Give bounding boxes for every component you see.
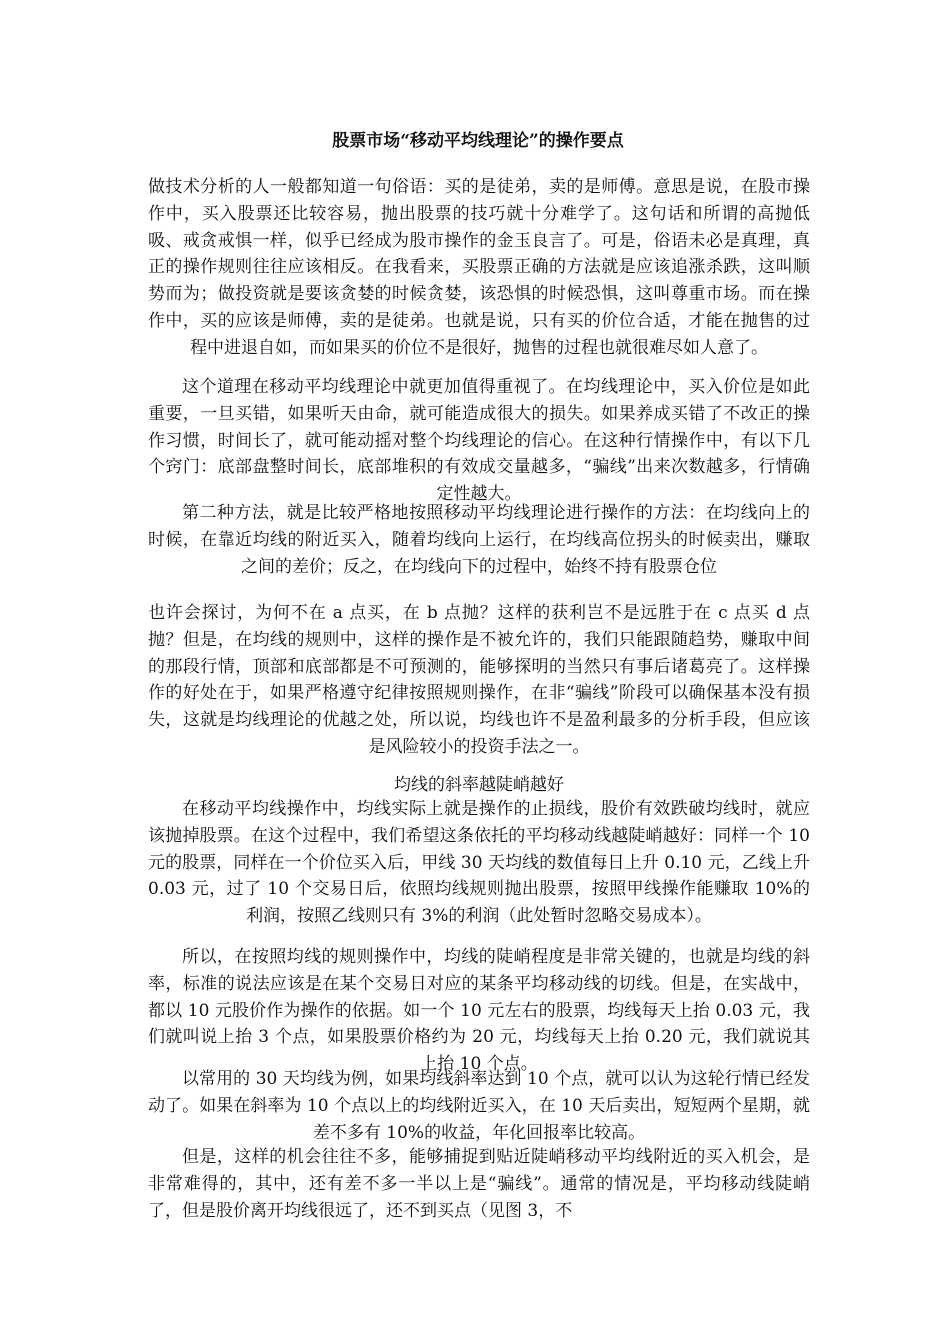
document-title: 股票市场“移动平均线理论”的操作要点 [332, 131, 624, 151]
paragraph-trend-following: 也许会探讨，为何不在 a 点买，在 b 点抛？这样的获利岂不是远胜于在 c 点买 d 点抛？但是，在均线的规则中，这样的操作是不被允许的，我们只能跟随趋势，赚取中间的那段行情，顶部和底部都是不可预测的，能够探明的当然只有事后诸葛亮了。这样操作的好处在于，如果严格遵守纪律按照规则操作，在非“骗线”阶段可以确保基本没有损失，这就是均线理论的优越之处，所以说，均线也许不是盈利最多的分析手段，但应该是风险较小的投资手法之一。 [148, 603, 810, 757]
paragraph-slope: 所以，在按照均线的规则操作中，均线的陡峭程度是非常关键的，也就是均线的斜率，标准的说法应该是在某个交易日对应的某条平均移动线的切线。但是，在实战中，都以 10 元股价作为操作的依据。如一个 10 元左右的股票，均线每天上抬 0.03 元，我们就叫说上抬 3 个点，如果股票价格约为 20 元，均线每天上抬 0.20 元，我们就说其上抬 10 个点。 [148, 947, 810, 1075]
paragraph-buy-price-importance: 这个道理在移动平均线理论中就更加值得重视了。在均线理论中，买入价位是如此重要，一旦买错，如果听天由命，就可能造成很大的损失。如果养成买错了不改正的操作习惯，时间长了，就可能动摇对整个均线理论的信心。在这种行情操作中，有以下几个窍门：底部盘整时间长，底部堆积的有效成交量越多，“骗线”出来次数越多，行情确定性越大。 [148, 377, 810, 505]
paragraph-30-day-example: 以常用的 30 天均线为例，如果均线斜率达到 10 个点，就可以认为这轮行情已经发动了。如果在斜率为 10 个点以上的均线附近买入，在 10 天后卖出，短短两个星期，就差不多有 10%的收益，年化回报率比较高。 [148, 1069, 810, 1143]
section-heading: 均线的斜率越陡峭越好 [394, 775, 564, 795]
paragraph-rare-opportunity: 但是，这样的机会往往不多，能够捕捉到贴近陡峭移动平均线附近的买入机会，是非常难得的，其中，还有差不多一半以上是“骗线”。通常的情况是，平均移动线陡峭了，但是股价离开均线很远了，还不到买点（见图 3，不 [148, 1147, 810, 1221]
paragraph-stop-loss: 在移动平均线操作中，均线实际上就是操作的止损线，股价有效跌破均线时，就应该抛掉股票。在这个过程中，我们希望这条依托的平均移动线越陡峭越好：同样一个 10 元的股票，同样在一个价位买入后，甲线 30 天均线的数值每日上升 0.10 元，乙线上升 0.03 元，过了 10 个交易日后，依照均线规则抛出股票，按照甲线操作能赚取 10%的利润，按照乙线则只有 3%的利润（此处暂时忽略交易成本）。 [148, 799, 810, 927]
paragraph-second-method: 第二种方法，就是比较严格地按照移动平均线理论进行操作的方法：在均线向上的时候，在靠近均线的附近买入，随着均线向上运行，在均线高位拐头的时候卖出，赚取之间的差价；反之，在均线向下的过程中，始终不持有股票仓位 [148, 503, 810, 577]
paragraph-intro: 做技术分析的人一般都知道一句俗语：买的是徒弟，卖的是师傅。意思是说，在股市操作中，买入股票还比较容易，抛出股票的技巧就十分难学了。这句话和所谓的高抛低吸、戒贪戒惧一样，似乎已经成为股市操作的金玉良言了。可是，俗语未必是真理，真正的操作规则往往应该相反。在我看来，买股票正确的方法就是应该追涨杀跌，这叫顺势而为；做投资就是要该贪婪的时候贪婪，该恐惧的时候恐惧，这叫尊重市场。而在操作中，买的应该是师傅，卖的是徒弟。也就是说，只有买的价位合适，才能在抛售的过程中进退自如，而如果买的价位不是很好，抛售的过程也就很难尽如人意了。 [148, 177, 810, 358]
